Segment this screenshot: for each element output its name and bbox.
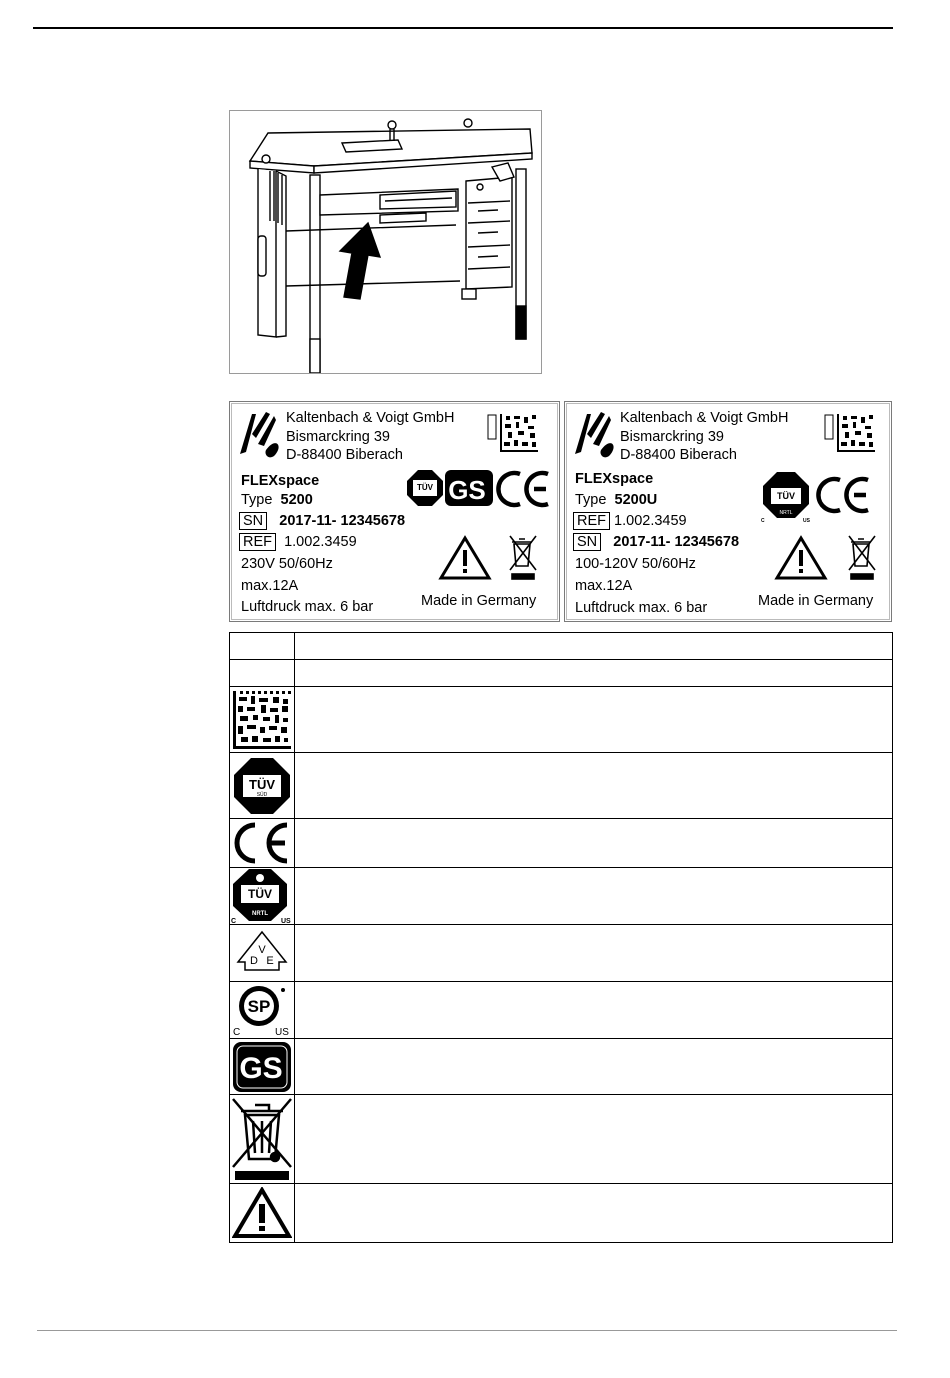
- plate-sn: SN 2017-11- 12345678: [239, 512, 405, 530]
- svg-text:NRTL: NRTL: [779, 510, 793, 516]
- plate-current: max.12A: [575, 578, 633, 594]
- table-cell: [295, 1039, 893, 1095]
- desk-illustration: [229, 110, 542, 374]
- table-cell: [295, 868, 893, 925]
- plate-made-in: Made in Germany: [421, 593, 537, 609]
- plate-street: Bismarckring 39: [286, 429, 390, 445]
- svg-text:SÜD: SÜD: [256, 791, 268, 798]
- plate-voltage: 100-120V 50/60Hz: [575, 556, 696, 572]
- table-cell: [230, 633, 295, 660]
- tuv-sud-icon: [407, 470, 443, 506]
- plate-city: D-88400 Biberach: [620, 447, 737, 463]
- svg-text:GS: GS: [448, 475, 486, 505]
- svg-text:NRTL: NRTL: [252, 911, 268, 917]
- svg-text:TÜV: TÜV: [777, 491, 795, 501]
- table-row: [230, 660, 893, 687]
- plate-company: Kaltenbach & Voigt GmbH: [620, 410, 789, 426]
- weee-bin-icon: [510, 536, 536, 579]
- table-row: [230, 868, 893, 925]
- plate-product: FLEXspace: [575, 471, 654, 487]
- svg-text:US: US: [281, 918, 291, 923]
- plate-pressure: Luftdruck max. 6 bar: [575, 600, 708, 616]
- kavo-logo-icon: [240, 412, 279, 457]
- vde-icon: [235, 930, 289, 976]
- table-row: [230, 633, 893, 660]
- svg-text:TÜV: TÜV: [417, 483, 433, 492]
- plate-current: max.12A: [241, 578, 299, 594]
- plate-made-in: Made in Germany: [758, 593, 874, 609]
- datamatrix-icon: [837, 414, 875, 452]
- svg-text:TÜV: TÜV: [249, 776, 275, 792]
- table-cell: [295, 753, 893, 819]
- table-row: [230, 1095, 893, 1184]
- tuv-nrtl-icon: [231, 869, 293, 923]
- warning-triangle-icon: [232, 1187, 292, 1239]
- table-row: [230, 1039, 893, 1095]
- rating-plate-5200: [229, 401, 560, 622]
- plate-product: FLEXspace: [241, 473, 320, 489]
- plate-pressure: Luftdruck max. 6 bar: [241, 599, 374, 615]
- rating-plate-5200u: [564, 401, 892, 622]
- warning-triangle-icon: [777, 538, 825, 578]
- plate-type: Type 5200: [241, 492, 313, 508]
- plate-type: Type 5200U: [575, 492, 658, 508]
- table-cell: [295, 1184, 893, 1243]
- svg-text:GS: GS: [239, 1051, 283, 1085]
- header-rule: [33, 27, 893, 29]
- plate-city: D-88400 Biberach: [286, 447, 403, 463]
- svg-text:US: US: [803, 518, 810, 524]
- table-row: [230, 1184, 893, 1243]
- svg-text:US: US: [275, 1027, 289, 1036]
- plate-voltage: 230V 50/60Hz: [241, 556, 333, 572]
- plate-ref: REF 1.002.3459: [239, 533, 357, 551]
- ce-mark-icon: [232, 821, 292, 865]
- table-cell: [295, 819, 893, 868]
- plate-sn: SN 2017-11- 12345678: [573, 533, 739, 551]
- table-row: [230, 687, 893, 753]
- table-cell: [295, 687, 893, 753]
- tuv-sud-icon: [234, 758, 290, 814]
- weee-bin-icon: [849, 536, 875, 579]
- weee-bin-icon: [231, 1097, 293, 1181]
- ce-mark-icon: [498, 473, 548, 505]
- svg-text:C: C: [761, 518, 765, 524]
- svg-text:C: C: [233, 1027, 241, 1036]
- table-row: [230, 982, 893, 1039]
- gs-mark-icon: [233, 1042, 291, 1092]
- table-cell: [295, 660, 893, 687]
- warning-triangle-icon: [441, 538, 489, 578]
- plate-ref: REF 1.002.3459: [573, 512, 687, 530]
- svg-text:E: E: [266, 955, 274, 967]
- datamatrix-icon: [500, 414, 538, 452]
- table-row: [230, 819, 893, 868]
- table-cell: [295, 982, 893, 1039]
- table-row: [230, 753, 893, 819]
- footer-rule: [37, 1330, 897, 1331]
- csa-icon: [231, 984, 293, 1036]
- svg-text:SP: SP: [247, 997, 271, 1016]
- svg-text:D: D: [250, 955, 258, 967]
- plate-street: Bismarckring 39: [620, 429, 724, 445]
- plate-company: Kaltenbach & Voigt GmbH: [286, 410, 455, 426]
- table-cell: [230, 660, 295, 687]
- tuv-nrtl-icon: [761, 472, 811, 524]
- table-cell: [295, 633, 893, 660]
- table-cell: [295, 925, 893, 982]
- table-cell: [295, 1095, 893, 1184]
- datamatrix-icon: [233, 691, 291, 749]
- svg-text:TÜV: TÜV: [248, 887, 272, 901]
- gs-mark-icon: [445, 470, 493, 506]
- svg-text:V: V: [258, 944, 266, 956]
- symbols-table: [229, 632, 893, 1243]
- table-row: [230, 925, 893, 982]
- kavo-logo-icon: [575, 412, 614, 457]
- ce-mark-icon: [818, 479, 868, 511]
- svg-text:C: C: [231, 918, 237, 923]
